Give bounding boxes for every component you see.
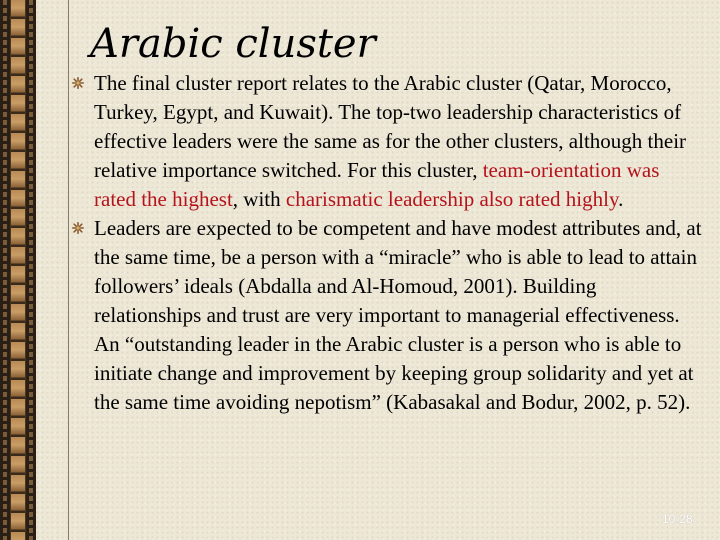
bullet-text: Leaders are expected to be competent and have modest attributes and, at the same time, be a person with a “miracle” who is able to lead to attain followers’ ideals (Abdalla and Al-Homoud, 2001). Building relationships and trust are very important to managerial effectiveness. An “outstanding leader in the Arabic cluster is a person who is able to initiate change and improvement by keeping group solidarity and yet at the same time avoiding nepotism” (Kabasakal and Bodur, 2002, p. 52). [94,216,702,414]
bullet-text: , with [232,187,286,211]
decorative-film-strip [0,0,36,540]
star-burst-icon [72,77,84,89]
bullet-text: . [618,187,624,211]
film-strip-perforations-left [3,0,7,540]
star-burst-icon [72,222,84,234]
bullet-item-leader-expectations [72,214,702,417]
bullet-text: The final cluster report relates to the Arabic cluster (Qatar, Morocco, Turkey, Egypt, and Kuwait). The top-two leadership characteristics of effective leaders were the same as for the other clusters, although their relative importance switched. For this cluster, [94,71,687,182]
highlight-charismatic-leadership: charismatic leadership also rated highly [285,187,619,211]
slide-page-number: 10-28 [662,512,693,526]
bullet-item-arabic-cluster-report [72,69,702,214]
highlight-team-orientation: team-orientation was rated the highest [94,158,660,211]
slide-title: Arabic cluster [90,21,376,67]
bullet-list [72,69,702,417]
film-strip-perforations-right [29,0,33,540]
film-strip-frames [10,0,26,540]
vertical-divider [68,0,69,540]
